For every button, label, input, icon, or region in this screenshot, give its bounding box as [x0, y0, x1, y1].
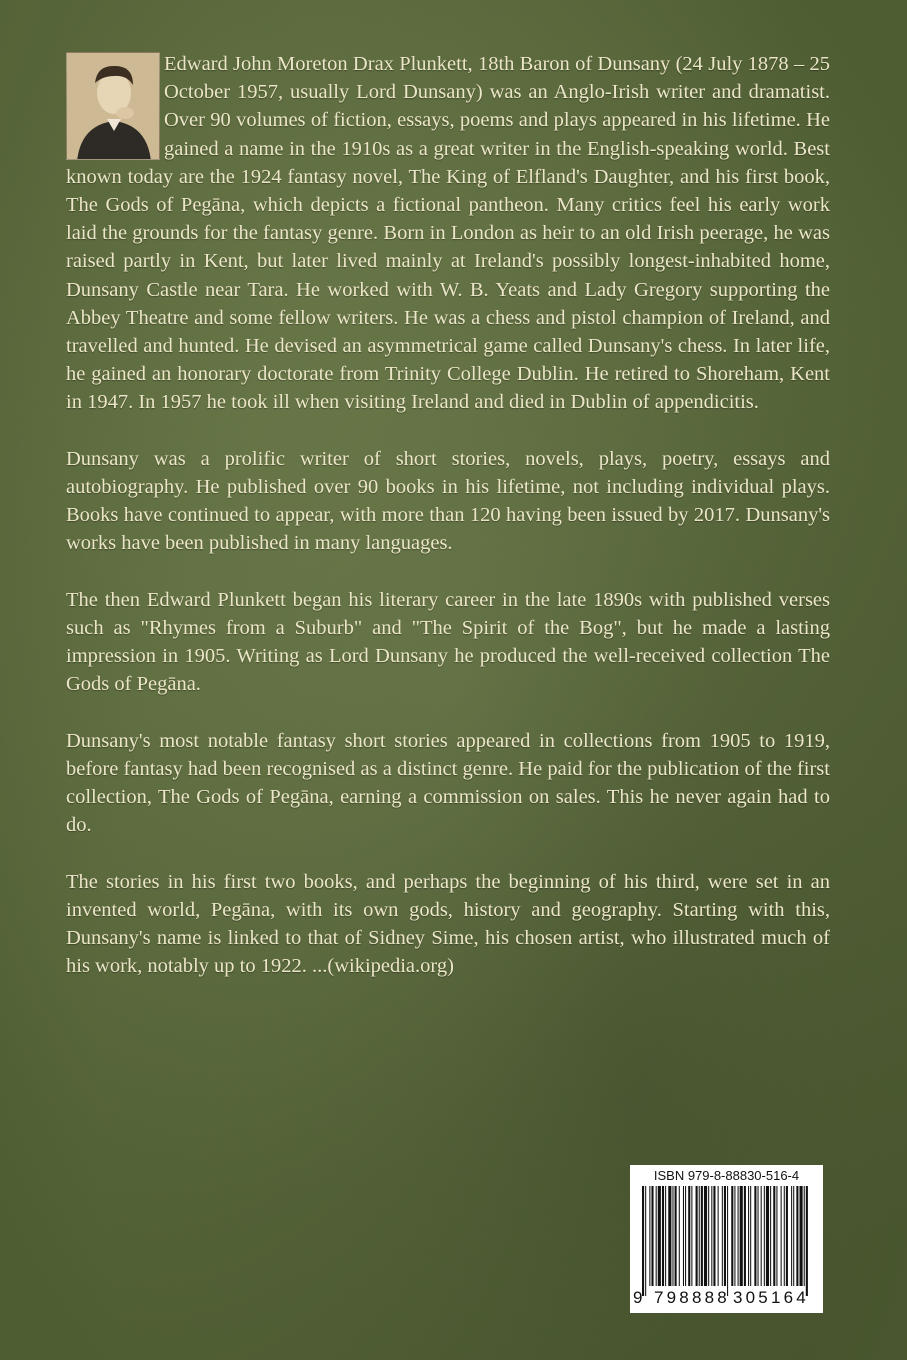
- barcode-bar: [738, 1186, 739, 1286]
- barcode-bar: [662, 1186, 664, 1286]
- barcode-digits-right: 305164: [733, 1288, 809, 1307]
- barcode-bar: [731, 1186, 733, 1286]
- barcode-bar: [781, 1186, 782, 1286]
- barcode-bar: [645, 1186, 646, 1296]
- barcode-bar: [750, 1186, 751, 1286]
- author-portrait-icon: [66, 52, 160, 160]
- barcode-bar: [691, 1186, 692, 1286]
- barcode-bar: [761, 1186, 762, 1286]
- barcode-bar: [724, 1186, 726, 1286]
- barcode-bar: [651, 1186, 653, 1286]
- barcode-bar: [773, 1186, 775, 1286]
- barcode-bar: [784, 1186, 785, 1286]
- barcode-bar: [734, 1186, 735, 1286]
- barcode-bar: [679, 1186, 680, 1286]
- barcode-bar: [766, 1186, 769, 1286]
- isbn-barcode: [630, 1165, 823, 1313]
- barcode-bar: [806, 1186, 808, 1296]
- paragraph-3: The then Edward Plunkett began his literary career in the late 1890s with published verses such as "Rhymes from a Suburb" and "The Spirit of the Bog", but he made a lasting impression in 1905. Writing as Lord Dunsany he produced the well-received collection The Gods of Pegāna.: [66, 588, 830, 696]
- barcode-bar: [683, 1186, 684, 1286]
- barcode-bar: [672, 1186, 673, 1286]
- barcode-bar: [748, 1186, 749, 1286]
- barcode-bar: [796, 1186, 798, 1286]
- paragraph-5: The stories in his first two books, and perhaps the beginning of his third, were set in an invented world, Pegāna, with its own gods, history and geography. Starting with this, Dunsany's name is linked to that of Sidney Sime, his chosen artist, who illustrated much of his work, notably up to 1922. ...(wikipedia.org): [66, 870, 830, 978]
- barcode-bar: [656, 1186, 657, 1286]
- barcode-bar: [711, 1186, 712, 1286]
- barcode-bar: [685, 1186, 686, 1286]
- barcode-bar: [675, 1186, 677, 1286]
- barcode-bar: [701, 1186, 703, 1286]
- barcode-digits-left: 798888: [654, 1288, 730, 1307]
- barcode-bar: [786, 1186, 788, 1286]
- barcode-bar: [793, 1186, 794, 1286]
- barcode-bar: [791, 1186, 792, 1286]
- barcode-bar: [642, 1186, 644, 1296]
- barcode-bar: [704, 1186, 707, 1286]
- barcode-bar: [665, 1186, 666, 1286]
- barcode-bar: [770, 1186, 771, 1286]
- barcode-bar: [804, 1186, 805, 1286]
- barcode-bar: [718, 1186, 719, 1286]
- barcode-bar: [699, 1186, 700, 1286]
- blurb-text: [66, 50, 830, 1009]
- barcode-bar: [800, 1186, 803, 1286]
- barcode-bar: [758, 1186, 759, 1286]
- barcode-bar: [740, 1186, 743, 1286]
- barcode-bar: [708, 1186, 709, 1286]
- isbn-label: ISBN 979-8-88830-516-4: [653, 1168, 800, 1183]
- paragraph-2: Dunsany was a prolific writer of short stories, novels, plays, poetry, essays and autobiography. He published over 90 books in his lifetime, not including individual plays. Books have continued to appear, with more than 120 having been issued by 2017. Dunsany's works have been published in many languages.: [66, 447, 830, 555]
- barcode-bar: [727, 1186, 728, 1296]
- barcode-bar: [744, 1186, 746, 1286]
- barcode-bar: [696, 1186, 698, 1286]
- barcode-bar: [754, 1186, 756, 1286]
- barcode-bar: [722, 1186, 723, 1286]
- paragraph-1: Edward John Moreton Drax Plunkett, 18th Baron of Dunsany (24 July 1878 – 25 October 1957, usually Lord Dunsany) was an Anglo-Irish writer and dramatist. Over 90 volumes of fiction, essays, poems and plays appeared in his lifetime. He gained a name in the 1910s as a great writer in the English-speaking world. Best known today are the 1924 fantasy novel, The King of Elfland's Daughter, and his first book, The Gods of Pegāna, which depicts a fictional pantheon. Many critics feel his early work laid the grounds for the fantasy genre. Born in London as heir to an old Irish peerage, he was raised partly in Kent, but later lived mainly at Ireland's possibly longest-inhabited home, Dunsany Castle near Tara. He worked with W. B. Yeats and Lady Gregory supporting the Abbey Theatre and some fellow writers. He was a chess and pistol champion of Ireland, and travelled and hunted. He devised an asymmetrical game called Dunsany's chess. In later life, he gained an honorary doctorate from Trinity College Dublin. He retired to Shoreham, Kent in 1947. In 1957 he took ill when visiting Ireland and died in Dublin of appendicitis.: [66, 53, 830, 414]
- barcode-digit-first: 9: [633, 1288, 643, 1307]
- barcode-bar: [764, 1186, 765, 1286]
- barcode-bar: [649, 1186, 650, 1286]
- barcode-bar: [713, 1186, 715, 1286]
- paragraph-4: Dunsany's most notable fantasy short stories appeared in collections from 1905 to 1919, before fantasy had been recognised as a distinct genre. He paid for the publication of the first collection, The Gods of Pegāna, earning a commission on sales. This he never again had to do.: [66, 729, 830, 837]
- barcode-bar: [658, 1186, 661, 1286]
- barcode-bars: [642, 1186, 812, 1298]
- barcode-bar: [668, 1186, 671, 1286]
- barcode-bar: [776, 1186, 777, 1286]
- barcode-bar: [688, 1186, 690, 1286]
